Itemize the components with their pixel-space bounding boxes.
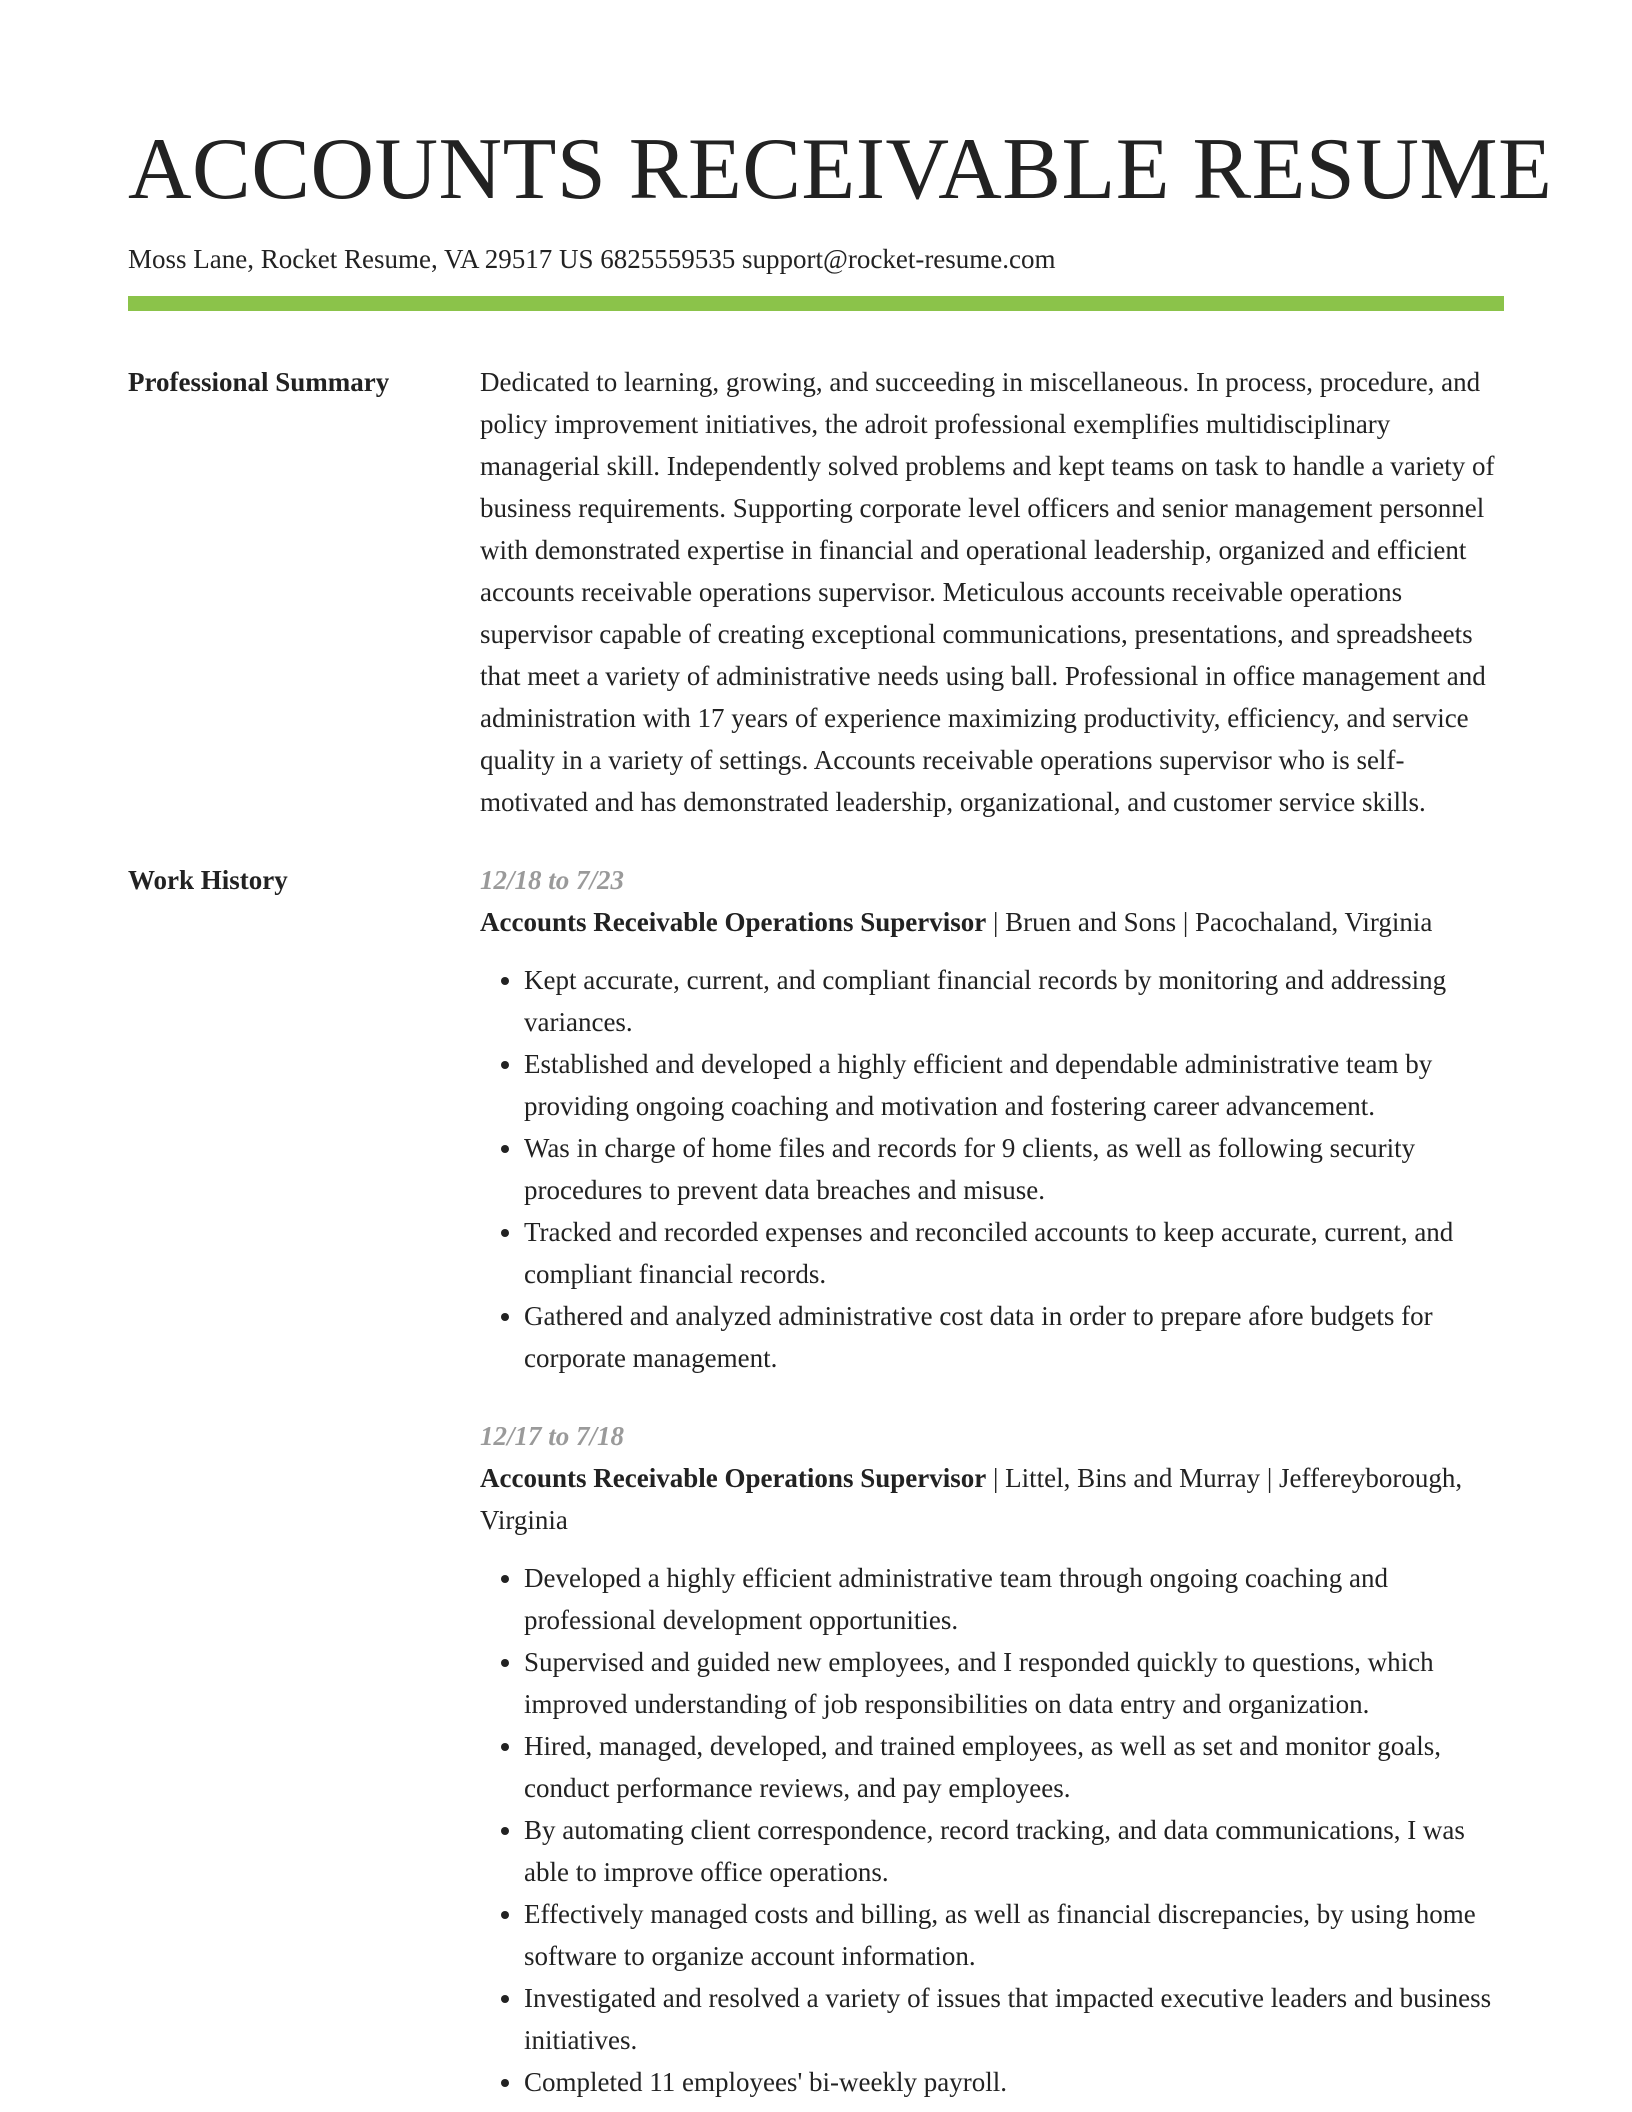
job-employer-location: | Littel, Bins and Murray | Jeffereyborough, Virginia [480,1463,1463,1535]
section-heading-work-history: Work History [128,865,288,895]
job-heading-line [480,901,1504,943]
job-employer-location: | Bruen and Sons | Pacochaland, Virginia [986,907,1433,937]
duty-item: • Developed a highly efficient administrative team through ongoing coaching and professional development opportunities. [524,1557,1504,1641]
job-dates: 12/17 to 7/18 [480,1421,625,1451]
duty-item: • By automating client correspondence, record tracking, and data communications, I was able to improve office operations. [524,1809,1504,1893]
job-title: Accounts Receivable Operations Supervisor [480,907,987,937]
duty-item: • Tracked and recorded expenses and reconciled accounts to keep accurate, current, and compliant financial records. [524,1211,1504,1295]
job-dates: 12/18 to 7/23 [480,865,625,895]
summary-text: Dedicated to learning, growing, and succeeding in miscellaneous. In process, procedure, and policy improvement initiatives, the adroit professional exemplifies multidisciplinary managerial skill. Independently solved problems and kept teams on task to handle a variety of business requirements. Supporting corporate level officers and senior management personnel with demonstrated expertise in financial and operational leadership, organized and efficient accounts receivable operations supervisor. Meticulous accounts receivable operations supervisor capable of creating exceptional communications, presentations, and spreadsheets that meet a variety of administrative needs using ball. Professional in office management and administration with 17 years of experience maximizing productivity, efficiency, and service quality in a variety of settings. Accounts receivable operations supervisor who is self-motivated and has demonstrated leadership, organizational, and customer service skills. [480,367,1495,817]
accent-divider [128,296,1504,311]
contact-line: Moss Lane, Rocket Resume, VA 29517 US 6825559535 support@rocket-resume.com [128,244,1056,274]
job-entry [480,1415,1504,2103]
duty-item: • Completed 11 employees' bi-weekly payroll. [524,2061,1504,2103]
duties-list [480,959,1504,1379]
duty-item: • Gathered and analyzed administrative cost data in order to prepare afore budgets for corporate management. [524,1295,1504,1379]
duty-item: • Effectively managed costs and billing, as well as financial discrepancies, by using home software to organize account information. [524,1893,1504,1977]
duty-item: • Kept accurate, current, and compliant financial records by monitoring and addressing variances. [524,959,1504,1043]
duty-item: • Investigated and resolved a variety of issues that impacted executive leaders and business initiatives. [524,1977,1504,2061]
resume-title: ACCOUNTS RECEIVABLE RESUME [128,121,1553,218]
duty-item: • Supervised and guided new employees, and I responded quickly to questions, which improved understanding of job responsibilities on data entry and organization. [524,1641,1504,1725]
duty-item: • Was in charge of home files and records for 9 clients, as well as following security procedures to prevent data breaches and misuse. [524,1127,1504,1211]
professional-summary-section [128,361,1504,823]
job-heading-line [480,1457,1504,1541]
resume-page [128,120,1553,2103]
work-history-section [128,859,1504,2103]
job-title: Accounts Receivable Operations Supervisor [480,1463,987,1493]
duty-item: • Established and developed a highly efficient and dependable administrative team by providing ongoing coaching and motivation and fostering career advancement. [524,1043,1504,1127]
summary-body [480,361,1504,823]
duty-item: • Hired, managed, developed, and trained employees, as well as set and monitor goals, conduct performance reviews, and pay employees. [524,1725,1504,1809]
duties-list [480,1557,1504,2103]
section-heading-summary: Professional Summary [128,367,390,397]
job-entry [480,859,1504,1379]
work-history-body [480,859,1504,2103]
